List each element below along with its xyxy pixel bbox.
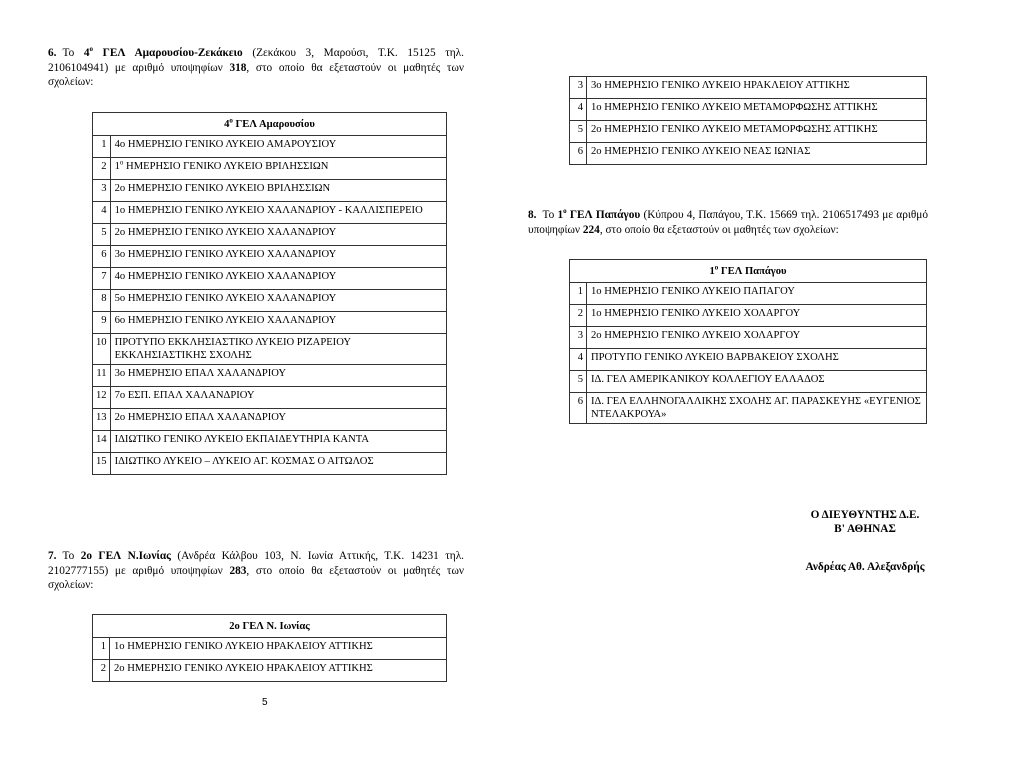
table-row: [570, 143, 927, 165]
table-row: [93, 136, 447, 158]
table-row: [93, 290, 447, 312]
school-text: 2ο ΗΜΕΡΗΣΙΟ ΕΠΑΛ ΧΑΛΑΝΔΡΙΟΥ: [114, 412, 287, 423]
signature-title: [790, 508, 940, 536]
title-text: ΓΕΛ Αμαρουσίου: [235, 118, 315, 130]
school-text: 3ο ΗΜΕΡΗΣΙΟ ΓΕΝΙΚΟ ΛΥΚΕΙΟ ΧΑΛΑΝΔΡΙΟΥ: [114, 249, 337, 260]
ordinal-suffix: ο: [119, 158, 124, 167]
section-7-paragraph: [48, 549, 464, 593]
section-number: 7.: [48, 550, 57, 562]
row-number: 12: [93, 387, 111, 409]
school-cell: [110, 365, 446, 387]
row-number: 9: [93, 312, 111, 334]
table-row: [93, 660, 447, 682]
table-row: [570, 121, 927, 143]
school-address: (Κύπρου 4, Παπάγου, Τ.Κ. 15669 τηλ. 2106517493: [643, 209, 880, 221]
school-cell: ΠΡΟΤΥΠΟ ΓΕΝΙΚΟ ΛΥΚΕΙΟ ΒΑΡΒΑΚΕΙΟΥ ΣΧΟΛΗΣ: [587, 349, 927, 371]
row-number: 3: [570, 77, 587, 99]
paragraph-suffix: , στο οποίο θα εξεταστούν οι μαθητές των σχολείων:: [48, 564, 464, 591]
school-text: 6ο ΗΜΕΡΗΣΙΟ ΓΕΝΙΚΟ ΛΥΚΕΙΟ ΧΑΛΑΝΔΡΙΟΥ: [114, 315, 337, 326]
row-number: 1: [93, 638, 110, 660]
candidates-count: 318: [229, 61, 247, 74]
table-row: [570, 327, 927, 349]
school-cell: [110, 202, 446, 224]
row-number: 2: [570, 305, 587, 327]
school-cell: [110, 453, 446, 475]
row-number: 13: [93, 409, 111, 431]
candidates-label: με αριθμό υποψηφίων: [528, 209, 929, 236]
table-row: [93, 180, 447, 202]
row-number: 4: [570, 349, 587, 371]
table-row: [93, 268, 447, 290]
school-text-rest: ΗΜΕΡΗΣΙΟ ΓΕΝΙΚΟ ΛΥΚΕΙΟ ΒΡΙΛΗΣΣΙΩΝ: [123, 161, 329, 172]
school-cell: 2ο ΗΜΕΡΗΣΙΟ ΓΕΝΙΚΟ ΛΥΚΕΙΟ ΗΡΑΚΛΕΙΟΥ ΑΤΤΙΚΗΣ: [110, 660, 447, 682]
table-row: [93, 224, 447, 246]
school-cell: 3ο ΗΜΕΡΗΣΙΟ ΓΕΝΙΚΟ ΛΥΚΕΙΟ ΗΡΑΚΛΕΙΟΥ ΑΤΤΙΚΗΣ: [587, 77, 927, 99]
table-row: [570, 371, 927, 393]
section-6-paragraph: [48, 46, 464, 90]
school-text: 2ο ΗΜΕΡΗΣΙΟ ΓΕΝΙΚΟ ΛΥΚΕΙΟ ΒΡΙΛΗΣΣΙΩΝ: [114, 183, 331, 194]
school-cell: 2ο ΗΜΕΡΗΣΙΟ ΓΕΝΙΚΟ ΛΥΚΕΙΟ ΜΕΤΑΜΟΡΦΩΣΗΣ ΑΤΤΙΚΗΣ: [587, 121, 927, 143]
table-row: [93, 387, 447, 409]
ordinal-number: 1: [557, 209, 564, 221]
table-row: [93, 431, 447, 453]
school-cell: 1ο ΗΜΕΡΗΣΙΟ ΓΕΝΙΚΟ ΛΥΚΕΙΟ ΗΡΑΚΛΕΙΟΥ ΑΤΤΙΚΗΣ: [110, 638, 447, 660]
row-number: 2: [93, 158, 111, 180]
row-number: 6: [570, 393, 587, 424]
table-row: [93, 334, 447, 365]
school-name: ΓΕΛ Παπάγου: [569, 209, 641, 221]
school-cell: [110, 409, 446, 431]
school-address: (Ζεκάκου 3, Μαρούσι, Τ.Κ. 15125 τηλ. 2106104941): [48, 47, 464, 74]
table-section-8: [569, 259, 927, 424]
school-name: ΓΕΛ Αμαρουσίου-Ζεκάκειο: [102, 47, 243, 59]
section-number: 6.: [48, 47, 57, 59]
table-row: [570, 305, 927, 327]
school-text: 7ο ΕΣΠ. ΕΠΑΛ ΧΑΛΑΝΔΡΙΟΥ: [114, 390, 255, 401]
school-cell: [110, 387, 446, 409]
paragraph-suffix: , στο οποίο θα εξεταστούν οι μαθητές των σχολείων:: [48, 61, 464, 88]
school-cell: [110, 246, 446, 268]
school-address: (Ανδρέα Κάλβου 103, Ν. Ιωνία Αττικής, Τ.Κ. 14231 τηλ. 2102777155): [48, 550, 464, 577]
title-sup: ο: [714, 262, 719, 271]
title-number: 1: [709, 265, 715, 277]
candidates-count: 283: [229, 564, 247, 577]
row-number: 11: [93, 365, 111, 387]
school-text: 2ο ΗΜΕΡΗΣΙΟ ΓΕΝΙΚΟ ΛΥΚΕΙΟ ΧΑΛΑΝΔΡΙΟΥ: [114, 227, 337, 238]
row-number: 10: [93, 334, 111, 365]
school-cell: ΙΔ. ΓΕΛ ΕΛΛΗΝΟΓΑΛΛΙΚΗΣ ΣΧΟΛΗΣ ΑΓ. ΠΑΡΑΣΚΕΥΗΣ «ΕΥΓΕΝΙΟΣ ΝΤΕΛΑΚΡΟΥΑ»: [587, 393, 927, 424]
director-title: Ο ΔΙΕΥΘΥΝΤΗΣ Δ.Ε.: [810, 509, 920, 521]
table-row: [93, 246, 447, 268]
paragraph-prefix: Το: [542, 209, 555, 221]
row-number: 1: [93, 136, 111, 158]
directorate-name: Β' ΑΘΗΝΑΣ: [834, 523, 896, 535]
paragraph-prefix: Το: [62, 47, 75, 59]
section-number: 8.: [528, 209, 537, 221]
row-number: 8: [93, 290, 111, 312]
row-number: 4: [93, 202, 111, 224]
school-cell: 2ο ΗΜΕΡΗΣΙΟ ΓΕΝΙΚΟ ΛΥΚΕΙΟ ΧΟΛΑΡΓΟΥ: [587, 327, 927, 349]
row-number: 15: [93, 453, 111, 475]
paragraph-prefix: Το: [62, 550, 75, 562]
school-cell: [110, 431, 446, 453]
row-number: 5: [93, 224, 111, 246]
table-section-6: [92, 112, 447, 475]
school-cell: [110, 180, 446, 202]
table-row: [570, 77, 927, 99]
school-cell: 1ο ΗΜΕΡΗΣΙΟ ΓΕΝΙΚΟ ΛΥΚΕΙΟ ΜΕΤΑΜΟΡΦΩΣΗΣ ΑΤΤΙΚΗΣ: [587, 99, 927, 121]
table-row: [570, 349, 927, 371]
table-row: [93, 202, 447, 224]
table-title: [570, 260, 927, 283]
row-number: 2: [93, 660, 110, 682]
table-row: [570, 99, 927, 121]
row-number: 1: [570, 283, 587, 305]
row-number: 7: [93, 268, 111, 290]
row-number: 14: [93, 431, 111, 453]
school-text: ΙΔΙΩΤΙΚΟ ΓΕΝΙΚΟ ΛΥΚΕΙΟ ΕΚΠΑΙΔΕΥΤΗΡΙΑ ΚΑΝΤΑ: [114, 434, 369, 445]
table-row: [570, 393, 927, 424]
table-row: [93, 312, 447, 334]
table-row: [93, 158, 447, 180]
title-number: 4: [224, 118, 230, 130]
school-cell: [110, 334, 446, 365]
table-row: [93, 409, 447, 431]
table-section-7: [92, 614, 447, 682]
school-text: 5ο ΗΜΕΡΗΣΙΟ ΓΕΝΙΚΟ ΛΥΚΕΙΟ ΧΑΛΑΝΔΡΙΟΥ: [114, 293, 337, 304]
table-section-7-continued: [569, 76, 927, 165]
row-number: 3: [570, 327, 587, 349]
ordinal-number: 4: [83, 47, 90, 59]
candidates-label: με αριθμό υποψηφίων: [114, 564, 223, 577]
row-number: 5: [570, 371, 587, 393]
section-8-paragraph: [528, 208, 928, 237]
ordinal-suffix: ο: [89, 45, 94, 54]
school-cell: 1ο ΗΜΕΡΗΣΙΟ ΓΕΝΙΚΟ ΛΥΚΕΙΟ ΠΑΠΑΓΟΥ: [587, 283, 927, 305]
school-text: 1ο ΗΜΕΡΗΣΙΟ ΓΕΝΙΚΟ ΛΥΚΕΙΟ ΧΑΛΑΝΔΡΙΟΥ - ΚΑΛΛΙΣΠΕΡΕΙΟ: [114, 205, 423, 216]
row-number: 5: [570, 121, 587, 143]
candidates-count: 224: [582, 223, 600, 236]
row-number: 6: [93, 246, 111, 268]
signature-name: Ανδρέας Αθ. Αλεξανδρής: [805, 561, 925, 573]
table-title: [93, 113, 447, 136]
table-row: [93, 638, 447, 660]
table-row: [93, 453, 447, 475]
school-text: 1: [114, 161, 120, 172]
table-row: [93, 365, 447, 387]
school-text: ΙΔΙΩΤΙΚΟ ΛΥΚΕΙΟ – ΛΥΚΕΙΟ ΑΓ. ΚΟΣΜΑΣ Ο ΑΙΤΩΛΟΣ: [114, 456, 374, 467]
table-row: [570, 283, 927, 305]
school-text: 4ο ΗΜΕΡΗΣΙΟ ΓΕΝΙΚΟ ΛΥΚΕΙΟ ΑΜΑΡΟΥΣΙΟΥ: [114, 139, 337, 150]
school-cell: 2ο ΗΜΕΡΗΣΙΟ ΓΕΝΙΚΟ ΛΥΚΕΙΟ ΝΕΑΣ ΙΩΝΙΑΣ: [587, 143, 927, 165]
school-cell: [110, 290, 446, 312]
school-text: 4ο ΗΜΕΡΗΣΙΟ ΓΕΝΙΚΟ ΛΥΚΕΙΟ ΧΑΛΑΝΔΡΙΟΥ: [114, 271, 337, 282]
row-number: 4: [570, 99, 587, 121]
school-cell: [110, 224, 446, 246]
school-cell: ΙΔ. ΓΕΛ ΑΜΕΡΙΚΑΝΙΚΟΥ ΚΟΛΛΕΓΙΟΥ ΕΛΛΑΔΟΣ: [587, 371, 927, 393]
title-text: ΓΕΛ Παπάγου: [720, 265, 787, 277]
school-cell: 1ο ΗΜΕΡΗΣΙΟ ΓΕΝΙΚΟ ΛΥΚΕΙΟ ΧΟΛΑΡΓΟΥ: [587, 305, 927, 327]
school-text: ΠΡΟΤΥΠΟ ΕΚΚΛΗΣΙΑΣΤΙΚΟ ΛΥΚΕΙΟ ΡΙΖΑΡΕΙΟΥ ΕΚΚΛΗΣΙΑΣΤΙΚΗΣ ΣΧΟΛΗΣ: [114, 337, 351, 361]
title-sup: ο: [229, 115, 233, 124]
school-cell: [110, 268, 446, 290]
ordinal-suffix: ο: [563, 207, 567, 216]
page-number: 5: [262, 697, 268, 708]
row-number: 6: [570, 143, 587, 165]
table-title: 2ο ΓΕΛ Ν. Ιωνίας: [93, 615, 447, 638]
row-number: 3: [93, 180, 111, 202]
school-cell: [110, 136, 446, 158]
school-cell: [110, 312, 446, 334]
school-name: 2ο ΓΕΛ Ν.Ιωνίας: [80, 550, 171, 562]
paragraph-suffix: , στο οποίο θα εξεταστούν οι μαθητές των σχολείων:: [599, 223, 839, 236]
candidates-label: με αριθμό υποψηφίων: [114, 61, 223, 74]
school-text: 3ο ΗΜΕΡΗΣΙΟ ΕΠΑΛ ΧΑΛΑΝΔΡΙΟΥ: [114, 368, 287, 379]
school-cell: [110, 158, 446, 180]
